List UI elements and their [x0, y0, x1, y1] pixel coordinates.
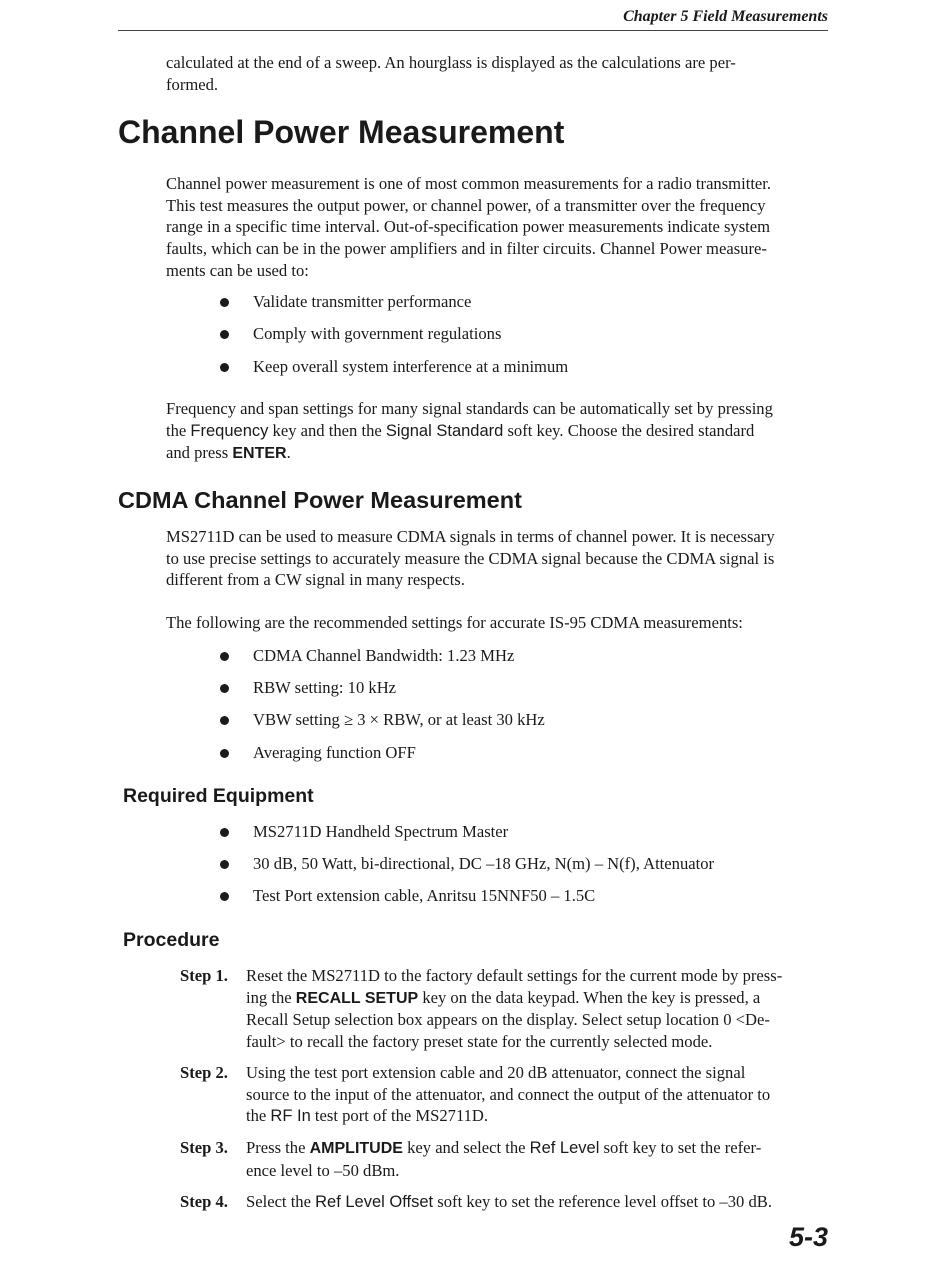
text-line: source to the input of the attenuator, and connect the output of the attenuator to — [246, 1084, 771, 1104]
list-item-text: RBW setting: 10 kHz — [253, 678, 397, 697]
text-line: fault> to recall the factory preset state for the currently selected mode. — [246, 1032, 713, 1052]
cdma-paragraph — [166, 526, 830, 591]
bullet-icon — [220, 684, 229, 693]
recall-setup-key-name: RECALL SETUP — [295, 989, 419, 1007]
intro-paragraph — [166, 52, 830, 95]
text-line: Channel power measurement is one of most common measurements for a radio transmitter. — [166, 174, 772, 193]
list-item-text: Test Port extension cable, Anritsu 15NNF50 – 1.5C — [253, 886, 596, 905]
text-line: range in a specific time interval. Out-of-specification power measurements indicate system — [166, 217, 771, 237]
step-text — [246, 965, 828, 1053]
text-line: Frequency and span settings for many signal standards can be automatically set by pressing — [166, 399, 773, 418]
text-line: the Frequency key and then the Signal Standard soft key. Choose the desired standard — [166, 420, 755, 440]
list-item-text: VBW setting ≥ 3 × RBW, or at least 30 kHz — [253, 710, 545, 729]
bullet-icon — [220, 363, 229, 372]
text-line: MS2711D can be used to measure CDMA signals in terms of channel power. It is necessary — [166, 527, 775, 546]
text-line: formed. — [166, 74, 219, 94]
step-label: Step 3. — [180, 1138, 228, 1157]
text-line: ments can be used to: — [166, 260, 309, 280]
text-line: and press ENTER. — [166, 443, 291, 463]
running-header: Chapter 5 Field Measurements — [118, 8, 828, 31]
list-item-text: CDMA Channel Bandwidth: 1.23 MHz — [253, 646, 515, 665]
text-line: to use precise settings to accurately measure the CDMA signal because the CDMA signal is — [166, 548, 775, 568]
ref-level-key-name: Ref Level — [529, 1139, 600, 1157]
text-line: calculated at the end of a sweep. An hourglass is displayed as the calculations are per- — [166, 53, 736, 72]
signal-standard-key-name: Signal Standard — [385, 421, 504, 440]
list-item-text: 30 dB, 50 Watt, bi-directional, DC –18 GHz, N(m) – N(f), Attenuator — [253, 854, 715, 873]
text-line: Reset the MS2711D to the factory default settings for the current mode by press- — [246, 966, 783, 985]
text-line: ing the RECALL SETUP key on the data keypad. When the key is pressed, a — [246, 987, 761, 1007]
text-line: the RF In test port of the MS2711D. — [246, 1106, 489, 1126]
text-line: This test measures the output power, or channel power, of a transmitter over the frequency — [166, 195, 766, 215]
settings-intro-paragraph: The following are the recommended settings for accurate IS-95 CDMA measurements: — [166, 613, 743, 632]
bullet-icon — [220, 652, 229, 661]
text-line: Press the AMPLITUDE key and select the Ref Level soft key to set the refer- — [246, 1138, 762, 1157]
frequency-key-name: Frequency — [190, 421, 269, 440]
step-label: Step 1. — [180, 966, 228, 985]
text-line: Recall Setup selection box appears on the display. Select setup location 0 <De- — [246, 1010, 770, 1030]
list-item-text: Averaging function OFF — [253, 743, 416, 762]
equipment-heading: Required Equipment — [123, 785, 314, 807]
signal-standard-paragraph — [166, 398, 830, 465]
list-item-text: Validate transmitter performance — [253, 292, 472, 311]
bullet-icon — [220, 828, 229, 837]
list-item-text: Keep overall system interference at a minimum — [253, 357, 569, 376]
text-line: different from a CW signal in many respects. — [166, 570, 465, 590]
text-line: ence level to –50 dBm. — [246, 1160, 400, 1180]
text-line: faults, which can be in the power amplifiers and in filter circuits. Channel Power measure- — [166, 239, 767, 259]
page-number: 5-3 — [788, 1222, 828, 1252]
amplitude-key-name: AMPLITUDE — [309, 1140, 403, 1157]
bullet-icon — [220, 860, 229, 869]
bullet-icon — [220, 892, 229, 901]
channel-power-paragraph — [166, 173, 830, 282]
list-item-text: Comply with government regulations — [253, 324, 502, 343]
step-label: Step 2. — [180, 1063, 228, 1082]
rf-in-port-name: RF In — [270, 1107, 311, 1126]
step-text — [246, 1137, 828, 1181]
text-line: Using the test port extension cable and 20 dB attenuator, connect the signal — [246, 1063, 746, 1082]
bullet-icon — [220, 330, 229, 339]
list-item-text: MS2711D Handheld Spectrum Master — [253, 822, 509, 841]
enter-key-name: ENTER — [232, 445, 287, 463]
text-line: Select the Ref Level Offset soft key to set the reference level offset to –30 dB. — [246, 1192, 772, 1211]
bullet-icon — [220, 298, 229, 307]
section-title: Channel Power Measurement — [118, 114, 565, 150]
ref-level-offset-key-name: Ref Level Offset — [315, 1193, 434, 1211]
step-label: Step 4. — [180, 1192, 228, 1211]
procedure-heading: Procedure — [123, 929, 220, 951]
subsection-title: CDMA Channel Power Measurement — [118, 487, 522, 513]
bullet-icon — [220, 716, 229, 725]
step-text — [246, 1062, 828, 1128]
step-text — [246, 1191, 828, 1214]
bullet-icon — [220, 749, 229, 758]
